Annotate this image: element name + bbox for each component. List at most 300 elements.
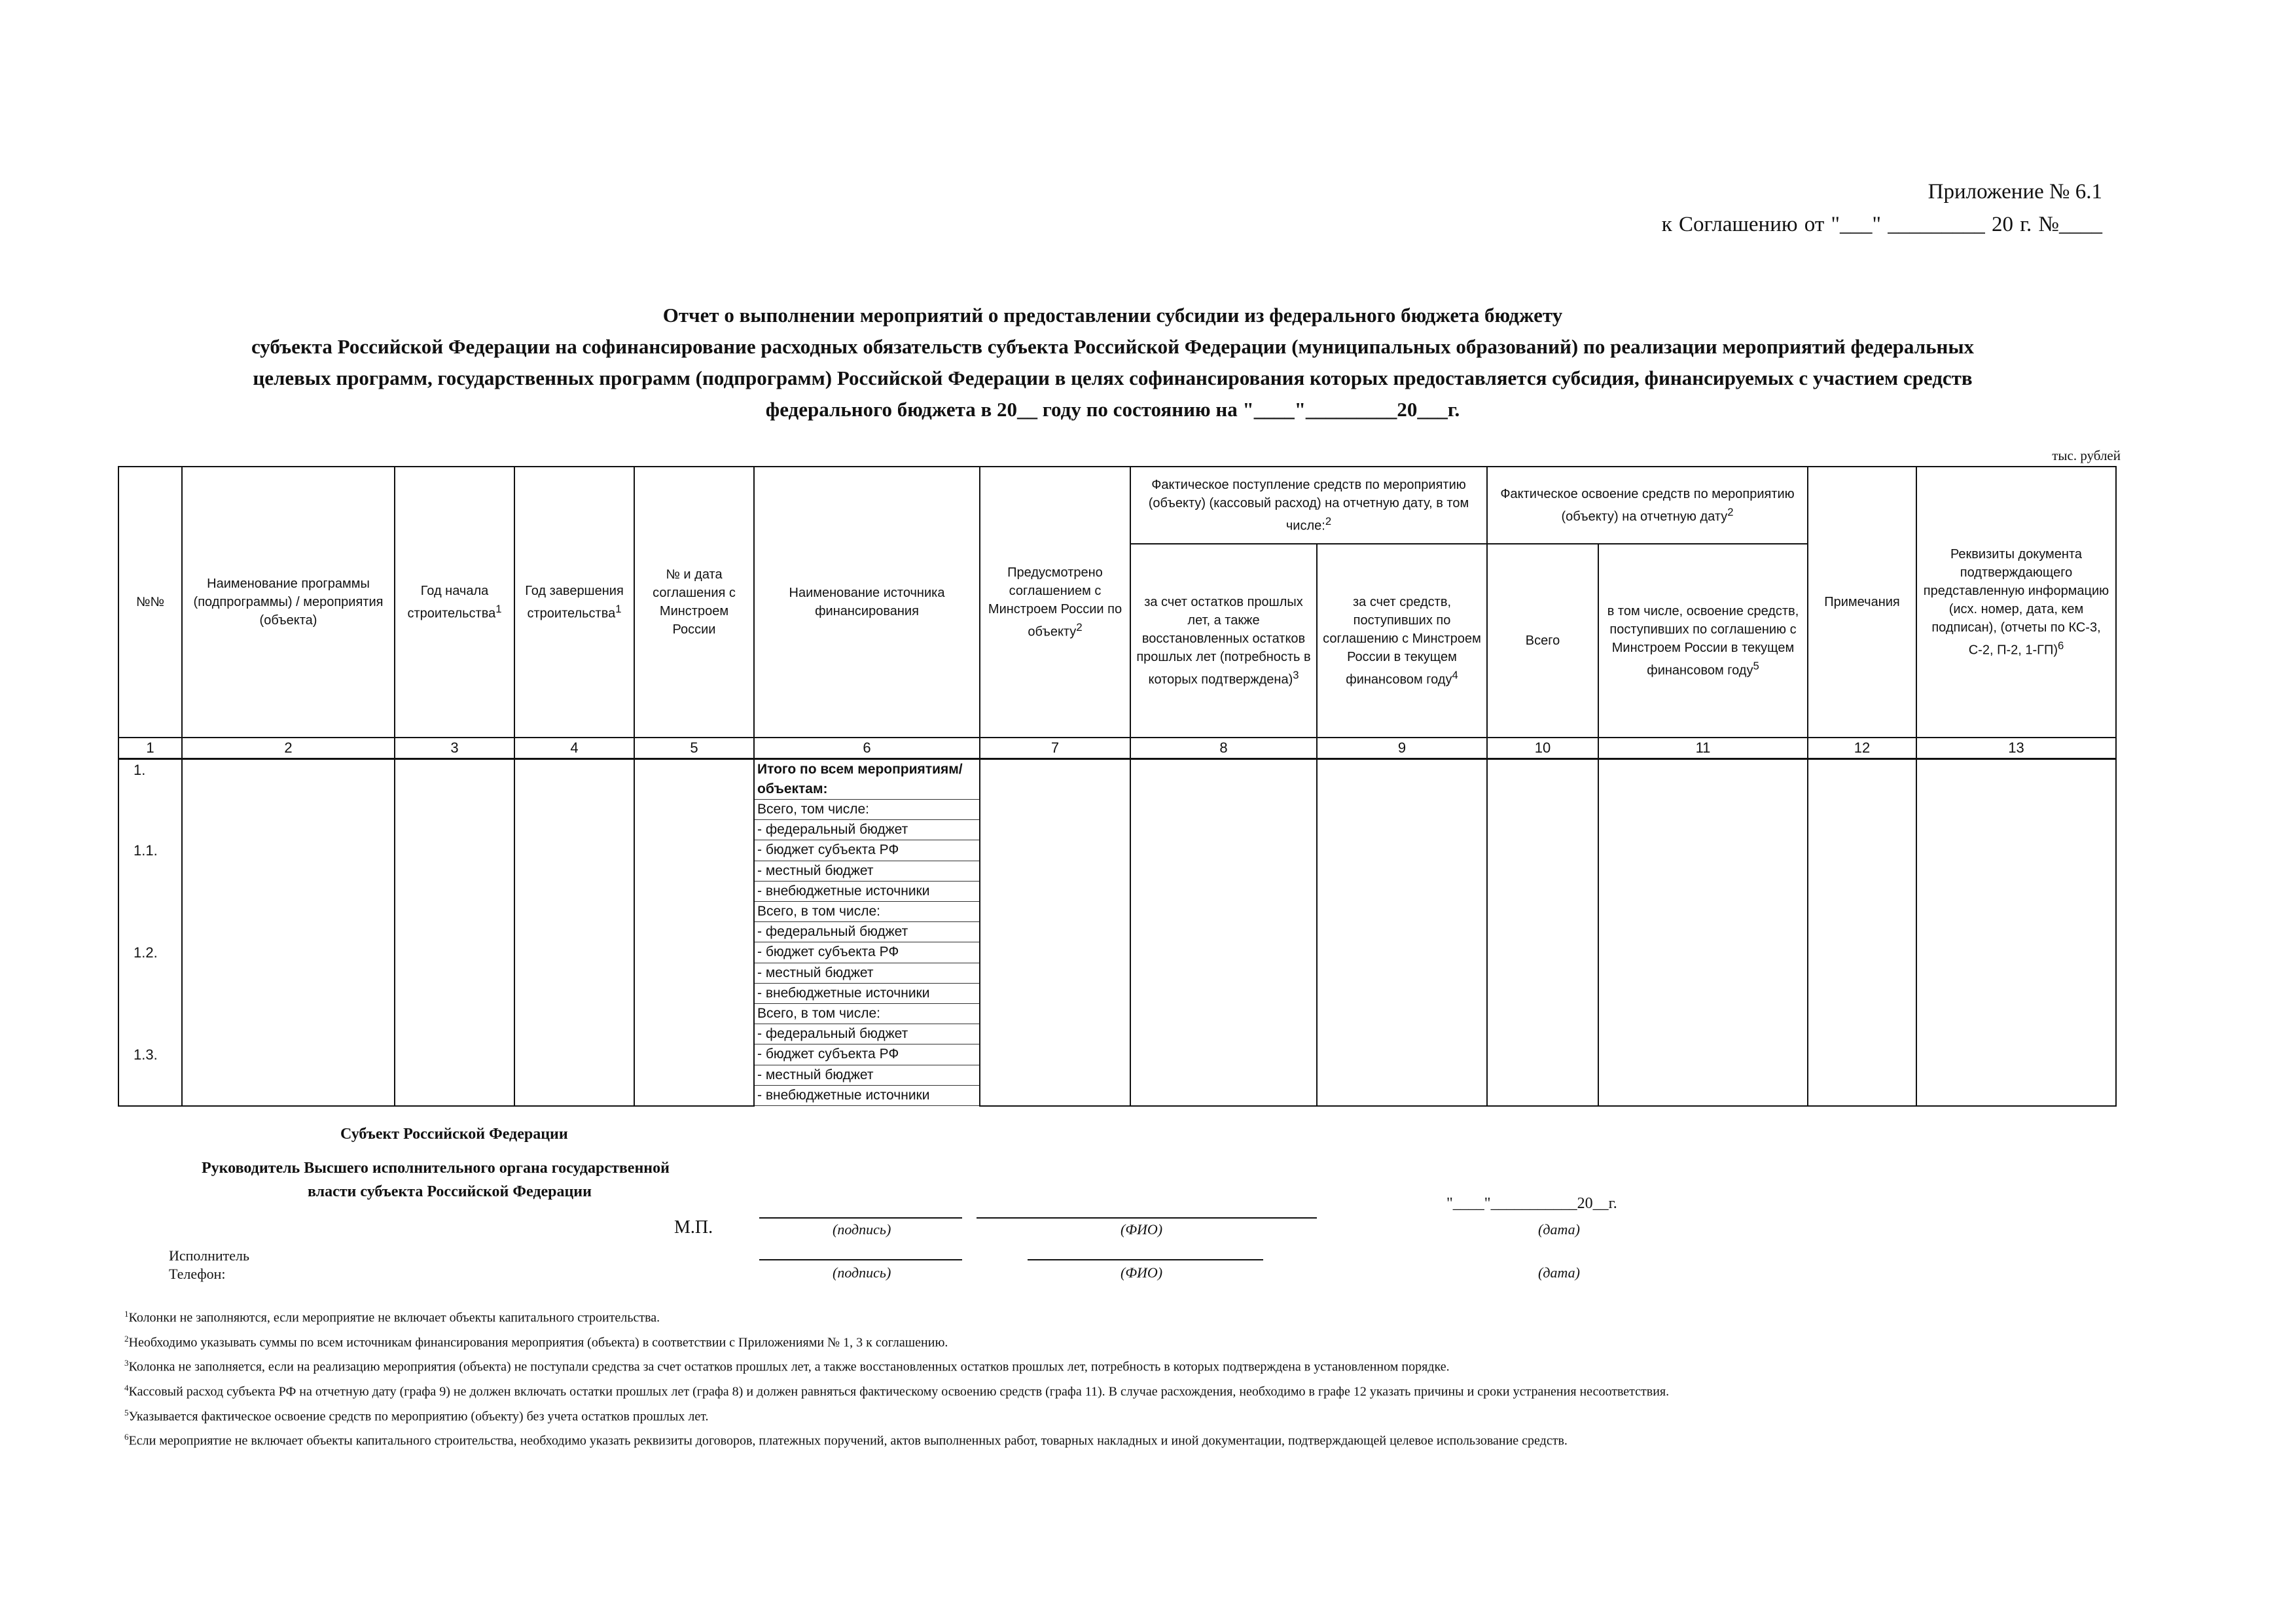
value-cell [395, 1024, 514, 1044]
value-cell [1598, 963, 1808, 984]
column-number: 4 [514, 738, 634, 759]
value-cell [514, 902, 634, 922]
value-cell [395, 963, 514, 984]
value-cell [1916, 800, 2116, 820]
footnote-number: 1 [124, 1309, 129, 1319]
footnote-text: Указывается фактическое освоение средств по мероприятию (объекту) без учета остатков прошлых лет. [128, 1409, 709, 1424]
value-cell [980, 984, 1130, 1004]
value-cell [1487, 1044, 1598, 1065]
value-cell [980, 800, 1130, 820]
value-cell [514, 882, 634, 902]
value-cell [1487, 902, 1598, 922]
value-cell [395, 800, 514, 820]
value-cell [1317, 840, 1487, 861]
executor-fio-line [1028, 1259, 1263, 1260]
value-cell [1487, 800, 1598, 820]
value-cell [1317, 800, 1487, 820]
source-cell: Всего, в том числе: [754, 1004, 980, 1024]
value-cell [980, 861, 1130, 882]
table-row [118, 882, 2116, 902]
value-cell [1130, 882, 1317, 902]
value-cell [980, 1024, 1130, 1044]
value-cell [1916, 820, 2116, 840]
value-cell [182, 882, 395, 902]
header-col-7: Предусмотрено соглашением с Минстроем России по объекту$^2$ [980, 467, 1130, 738]
value-cell [182, 840, 395, 861]
value-cell [1317, 759, 1487, 800]
value-cell [395, 882, 514, 902]
value-cell [980, 1044, 1130, 1065]
source-cell: Итого по всем мероприятиям/объектам: [754, 759, 980, 800]
value-cell [1808, 1065, 1916, 1086]
value-cell [634, 942, 754, 963]
report-body [118, 759, 2116, 1106]
table-row [118, 984, 2116, 1004]
value-cell [1487, 922, 1598, 942]
value-cell [1130, 1086, 1317, 1106]
value-cell [634, 840, 754, 861]
value-cell [980, 922, 1130, 942]
value-cell [980, 963, 1130, 984]
value-cell [1487, 840, 1598, 861]
value-cell [395, 820, 514, 840]
value-cell [1317, 942, 1487, 963]
row-index [118, 902, 182, 922]
value-cell [395, 759, 514, 800]
value-cell [1487, 1086, 1598, 1106]
value-cell [1130, 1065, 1317, 1086]
date-caption: (дата) [1538, 1221, 1580, 1238]
source-cell: - местный бюджет [754, 963, 980, 984]
header-col-9: за счет средств, поступивших по соглашению с Минстроем России в текущем финансовом году$^4$ [1317, 544, 1487, 738]
footnote-text: Колонки не заполняются, если мероприятие не включает объекты капитального строительства. [128, 1310, 660, 1325]
column-number: 2 [182, 738, 395, 759]
source-cell: - бюджет субъекта РФ [754, 1044, 980, 1065]
column-number: 13 [1916, 738, 2116, 759]
header-col-12: Примечания [1808, 467, 1916, 738]
table-row [118, 1024, 2116, 1044]
sign-caption: (подпись) [833, 1221, 891, 1238]
table-row [118, 1086, 2116, 1106]
source-cell: - бюджет субъекта РФ [754, 942, 980, 963]
row-index: 1.1. [118, 840, 182, 861]
value-cell [634, 759, 754, 800]
footnote [124, 1427, 2153, 1452]
value-cell [1598, 1044, 1808, 1065]
footnote-number: 3 [124, 1358, 129, 1368]
appendix-block [1448, 175, 2102, 241]
column-number: 3 [395, 738, 514, 759]
value-cell [182, 1024, 395, 1044]
column-number: 5 [634, 738, 754, 759]
value-cell [1317, 820, 1487, 840]
value-cell [1317, 902, 1487, 922]
value-cell [514, 922, 634, 942]
value-cell [1130, 861, 1317, 882]
row-index [118, 820, 182, 840]
value-cell [395, 922, 514, 942]
value-cell [1130, 1024, 1317, 1044]
signature-line [759, 1217, 962, 1219]
table-row [118, 759, 2116, 800]
value-cell [182, 902, 395, 922]
value-cell [182, 1065, 395, 1086]
value-cell [1487, 1024, 1598, 1044]
header-col-6: Наименование источника финансирования [754, 467, 980, 738]
value-cell [1487, 882, 1598, 902]
value-cell [1916, 1004, 2116, 1024]
table-row [118, 942, 2116, 963]
value-cell [1598, 800, 1808, 820]
header-group-8-9: Фактическое поступление средств по мероприятию (объекту) (кассовый расход) на отчетную дату, в том числе:$^2$ [1130, 467, 1487, 544]
report-table [118, 466, 2117, 1107]
value-cell [1808, 1004, 1916, 1024]
value-cell [1487, 963, 1598, 984]
row-index: 1.2. [118, 942, 182, 963]
value-cell [514, 984, 634, 1004]
source-cell: - федеральный бюджет [754, 922, 980, 942]
footnote [124, 1378, 2153, 1402]
value-cell [1487, 861, 1598, 882]
value-cell [1487, 942, 1598, 963]
value-cell [1916, 922, 2116, 942]
source-cell: Всего, том числе: [754, 800, 980, 820]
executor-sign-caption: (подпись) [833, 1264, 891, 1281]
title-line-4: федерального бюджета в 20__ году по состоянию на "____"_________20___г. [765, 398, 1460, 421]
executor-date-caption: (дата) [1538, 1264, 1580, 1281]
table-row [118, 1044, 2116, 1065]
header-col-8: за счет остатков прошлых лет, а также восстановленных остатков прошлых лет (потребность в которых подтверждена)$^3$ [1130, 544, 1317, 738]
value-cell [1916, 1044, 2116, 1065]
column-number: 11 [1598, 738, 1808, 759]
value-cell [634, 882, 754, 902]
footnote-text: Необходимо указывать суммы по всем источникам финансирования мероприятия (объекта) в соответствии с Приложениями № 1, 3 к соглашению. [128, 1335, 948, 1350]
seal-label: М.П. [674, 1217, 713, 1238]
value-cell [1487, 1004, 1598, 1024]
value-cell [1130, 942, 1317, 963]
value-cell [1130, 759, 1317, 800]
value-cell [182, 1004, 395, 1024]
value-cell [1598, 1024, 1808, 1044]
value-cell [1598, 882, 1808, 902]
table-row [118, 861, 2116, 882]
footnote [124, 1304, 2153, 1329]
value-cell [1808, 1086, 1916, 1106]
value-cell [1317, 963, 1487, 984]
fio-line [977, 1217, 1317, 1219]
value-cell [1916, 1086, 2116, 1106]
value-cell [980, 1065, 1130, 1086]
value-cell [1916, 882, 2116, 902]
value-cell [980, 820, 1130, 840]
table-row [118, 820, 2116, 840]
row-index [118, 1086, 182, 1106]
source-cell: - внебюджетные источники [754, 984, 980, 1004]
value-cell [1317, 1024, 1487, 1044]
table-row [118, 1004, 2116, 1024]
value-cell [182, 942, 395, 963]
value-cell [634, 902, 754, 922]
footnote [124, 1402, 2153, 1427]
table-row [118, 902, 2116, 922]
value-cell [1130, 902, 1317, 922]
footnote-text: Колонка не заполняется, если на реализацию мероприятия (объекта) не поступали средства за счет остатков прошлых лет, а также восстановленных остатков прошлых лет, потребность в которых подтверждена в установленном порядке. [128, 1359, 1450, 1374]
title-line-1: Отчет о выполнении мероприятий о предоставлении субсидии из федерального бюджета бюджету [662, 304, 1563, 327]
row-index [118, 1024, 182, 1044]
value-cell [1598, 922, 1808, 942]
row-index [118, 861, 182, 882]
value-cell [980, 1086, 1130, 1106]
footnote [124, 1329, 2153, 1353]
value-cell [395, 902, 514, 922]
value-cell [1317, 984, 1487, 1004]
value-cell [1598, 1065, 1808, 1086]
value-cell [395, 942, 514, 963]
footnote [124, 1353, 2153, 1378]
value-cell [1317, 1086, 1487, 1106]
column-number: 8 [1130, 738, 1317, 759]
row-index: 1. [118, 759, 182, 800]
value-cell [1487, 820, 1598, 840]
source-cell: - федеральный бюджет [754, 1024, 980, 1044]
value-cell [1130, 1004, 1317, 1024]
column-number: 7 [980, 738, 1130, 759]
value-cell [1598, 942, 1808, 963]
value-cell [634, 1086, 754, 1106]
value-cell [634, 1044, 754, 1065]
value-cell [980, 882, 1130, 902]
value-cell [1598, 902, 1808, 922]
value-cell [395, 1086, 514, 1106]
value-cell [1317, 922, 1487, 942]
value-cell [182, 861, 395, 882]
value-cell [1598, 759, 1808, 800]
value-cell [1808, 1024, 1916, 1044]
value-cell [1130, 820, 1317, 840]
head-label-line-1: Руководитель Высшего исполнительного органа государственной [202, 1160, 670, 1177]
value-cell [514, 759, 634, 800]
value-cell [514, 963, 634, 984]
value-cell [1130, 922, 1317, 942]
footnote-number: 5 [124, 1407, 129, 1418]
row-index [118, 800, 182, 820]
value-cell [1808, 861, 1916, 882]
value-cell [980, 759, 1130, 800]
value-cell [1808, 820, 1916, 840]
value-cell [634, 1024, 754, 1044]
value-cell [634, 922, 754, 942]
value-cell [1487, 1065, 1598, 1086]
value-cell [514, 942, 634, 963]
header-col-3: Год начала строительства$^1$ [395, 467, 514, 738]
value-cell [395, 840, 514, 861]
value-cell [182, 984, 395, 1004]
footnote-text: Если мероприятие не включает объекты капитального строительства, необходимо указать реквизиты договоров, платежных поручений, актов выполненных работ, товарных накладных и иной документации, подтверждающей целевое использование средств. [128, 1433, 1568, 1448]
value-cell [1317, 861, 1487, 882]
value-cell [1598, 820, 1808, 840]
value-cell [182, 963, 395, 984]
value-cell [980, 942, 1130, 963]
head-label-line-2: власти субъекта Российской Федерации [308, 1183, 592, 1200]
value-cell [1130, 840, 1317, 861]
value-cell [514, 861, 634, 882]
footnote-number: 2 [124, 1333, 129, 1344]
value-cell [1808, 759, 1916, 800]
value-cell [1598, 984, 1808, 1004]
value-cell [182, 800, 395, 820]
value-cell [1317, 1065, 1487, 1086]
source-cell: Всего, в том числе: [754, 902, 980, 922]
value-cell [1808, 840, 1916, 861]
value-cell [395, 861, 514, 882]
value-cell [1317, 1004, 1487, 1024]
subject-label: Субъект Российской Федерации [340, 1126, 568, 1143]
value-cell [1916, 1065, 2116, 1086]
column-numbers-row [118, 738, 2116, 759]
value-cell [514, 1024, 634, 1044]
value-cell [1598, 1086, 1808, 1106]
value-cell [1487, 984, 1598, 1004]
row-index [118, 963, 182, 984]
value-cell [634, 820, 754, 840]
value-cell [182, 1086, 395, 1106]
source-cell: - федеральный бюджет [754, 820, 980, 840]
value-cell [634, 800, 754, 820]
value-cell [1916, 963, 2116, 984]
executor-label: Исполнитель [169, 1247, 250, 1264]
value-cell [1808, 984, 1916, 1004]
appendix-agreement-ref: к Соглашению от "___" _________ 20 г. №____ [1661, 213, 2102, 236]
column-number: 10 [1487, 738, 1598, 759]
value-cell [1808, 882, 1916, 902]
row-index [118, 922, 182, 942]
source-cell: - бюджет субъекта РФ [754, 840, 980, 861]
row-index: 1.3. [118, 1044, 182, 1065]
value-cell [514, 840, 634, 861]
title-line-3: целевых программ, государственных программ (подпрограмм) Российской Федерации в целях софинансирования которых предоставляется субсидия, финансируемых с участием средств [253, 366, 1973, 389]
footnotes [124, 1304, 2153, 1452]
header-col-4: Год завершения строительства$^1$ [514, 467, 634, 738]
value-cell [1317, 1044, 1487, 1065]
value-cell [1916, 1024, 2116, 1044]
value-cell [980, 902, 1130, 922]
footnote-number: 6 [124, 1432, 129, 1442]
source-cell: - местный бюджет [754, 861, 980, 882]
row-index [118, 1004, 182, 1024]
value-cell [1808, 800, 1916, 820]
value-cell [1598, 1004, 1808, 1024]
unit-label: тыс. рублей [2052, 448, 2121, 463]
value-cell [395, 1044, 514, 1065]
value-cell [1130, 984, 1317, 1004]
value-cell [182, 1044, 395, 1065]
value-cell [1916, 759, 2116, 800]
value-cell [514, 1065, 634, 1086]
table-row [118, 963, 2116, 984]
date-line: "____"___________20__г. [1446, 1195, 1617, 1212]
value-cell [514, 1086, 634, 1106]
source-cell: - местный бюджет [754, 1065, 980, 1086]
value-cell [1916, 984, 2116, 1004]
value-cell [514, 800, 634, 820]
value-cell [634, 963, 754, 984]
value-cell [395, 1004, 514, 1024]
value-cell [1808, 1044, 1916, 1065]
appendix-title: Приложение № 6.1 [1928, 180, 2102, 204]
value-cell [1317, 882, 1487, 902]
header-col-1: №№ [118, 467, 182, 738]
value-cell [980, 1004, 1130, 1024]
value-cell [634, 861, 754, 882]
value-cell [182, 820, 395, 840]
value-cell [395, 984, 514, 1004]
header-col-5: № и дата соглашения с Минстроем России [634, 467, 754, 738]
row-index [118, 882, 182, 902]
value-cell [182, 759, 395, 800]
value-cell [634, 1065, 754, 1086]
row-index [118, 1065, 182, 1086]
value-cell [514, 1004, 634, 1024]
value-cell [514, 820, 634, 840]
value-cell [634, 1004, 754, 1024]
phone-label: Телефон: [169, 1266, 226, 1282]
value-cell [1130, 1044, 1317, 1065]
value-cell [980, 840, 1130, 861]
column-number: 12 [1808, 738, 1916, 759]
table-row [118, 800, 2116, 820]
value-cell [1598, 840, 1808, 861]
table-row [118, 922, 2116, 942]
value-cell [634, 984, 754, 1004]
fio-caption: (ФИО) [1121, 1221, 1163, 1238]
footnote-text: Кассовый расход субъекта РФ на отчетную дату (графа 9) не должен включать остатки прошлых лет (графа 8) и должен равняться фактическому освоению средств (графа 11). В случае расхождения, необходимо в графе 12 указать причины и сроки устранения несоответствия. [128, 1384, 1670, 1399]
row-index [118, 984, 182, 1004]
value-cell [1808, 942, 1916, 963]
column-number: 1 [118, 738, 182, 759]
header-col-13: Реквизиты документа подтверждающего представленную информацию (исх. номер, дата, кем подписан), (отчеты по КС-3, С-2, П-2, 1-ГП)$^6$ [1916, 467, 2116, 738]
source-cell: - внебюджетные источники [754, 1086, 980, 1106]
value-cell [1916, 902, 2116, 922]
header-col-11: в том числе, освоение средств, поступивших по соглашению с Минстроем России в текущем финансовом году$^5$ [1598, 544, 1808, 738]
header-col-2: Наименование программы (подпрограммы) / мероприятия (объекта) [182, 467, 395, 738]
value-cell [182, 922, 395, 942]
column-number: 6 [754, 738, 980, 759]
table-row [118, 840, 2116, 861]
value-cell [1916, 942, 2116, 963]
value-cell [1130, 800, 1317, 820]
footnote-number: 4 [124, 1382, 129, 1393]
value-cell [1808, 963, 1916, 984]
header-group-10-11: Фактическое освоение средств по мероприятию (объекту) на отчетную дату$^2$ [1487, 467, 1808, 544]
title-line-2: субъекта Российской Федерации на софинансирование расходных обязательств субъекта Российской Федерации (муниципальных образований) по реализации мероприятий федеральных [251, 335, 1975, 358]
value-cell [1808, 902, 1916, 922]
value-cell [1916, 840, 2116, 861]
value-cell [1598, 861, 1808, 882]
value-cell [1808, 922, 1916, 942]
value-cell [1130, 963, 1317, 984]
executor-signature-line [759, 1259, 962, 1260]
column-number: 9 [1317, 738, 1487, 759]
executor-fio-caption: (ФИО) [1121, 1264, 1163, 1281]
value-cell [395, 1065, 514, 1086]
value-cell [514, 1044, 634, 1065]
report-title [111, 300, 2114, 425]
source-cell: - внебюджетные источники [754, 882, 980, 902]
table-row [118, 1065, 2116, 1086]
header-col-10: Всего [1487, 544, 1598, 738]
value-cell [1487, 759, 1598, 800]
value-cell [1916, 861, 2116, 882]
